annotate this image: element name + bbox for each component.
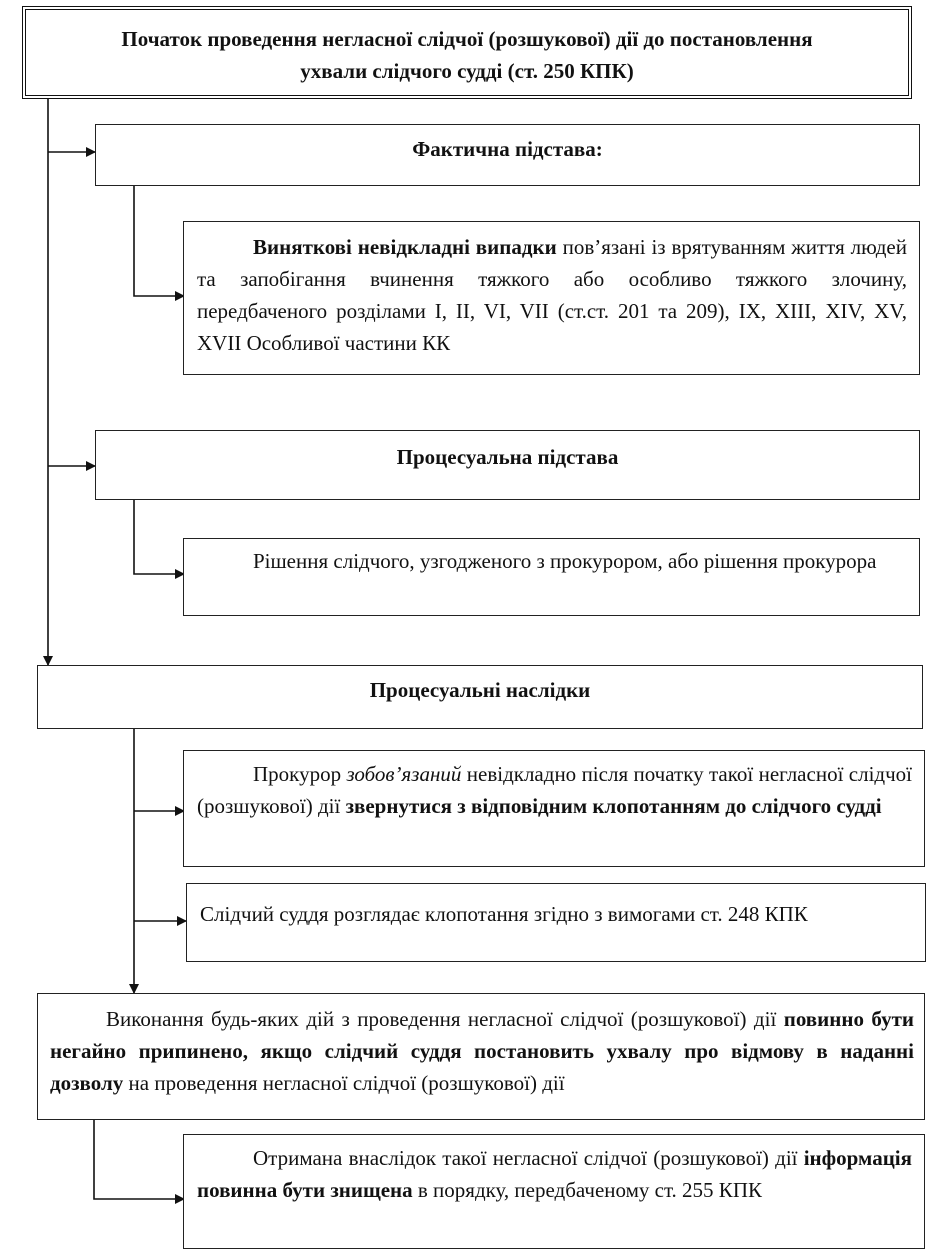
- title-line-1: Початок проведення негласної слідчої (розшукової) дії до постановлення: [121, 27, 813, 51]
- termination-bold: повинно бути негайно припинено, якщо слідчий суддя постановить ухвалу про відмову в наданні дозволу: [50, 1007, 914, 1095]
- procedural-detail-text: Рішення слідчого, узгодженого з прокурором, або рішення прокурора: [253, 549, 877, 573]
- consequence-1-text-a: Прокурор: [253, 762, 347, 786]
- consequence-1-italic: зобов’язаний: [346, 762, 462, 786]
- title-box: [22, 6, 912, 99]
- destruction-bold: інформація повинна бути знищена: [197, 1146, 912, 1202]
- consequences-heading: Процесуальні наслідки: [369, 678, 591, 702]
- arrow-to-factual-detail: [134, 186, 184, 296]
- termination-text-a: Виконання будь-яких дій з проведення негласної слідчої (розшукової) дії: [106, 1007, 784, 1031]
- consequences-box: [37, 665, 923, 729]
- factual-basis-box: [95, 124, 920, 186]
- destruction-text-a: Отримана внаслідок такої негласної слідчої (розшукової) дії: [253, 1146, 804, 1170]
- factual-detail-bold: Виняткові невідкладні випадки: [253, 235, 557, 259]
- factual-detail-text: пов’язані із врятуванням життя людей та запобігання вчинення тяжкого або особливо тяжкого злочину, передбаченого розділами I, II, VI, VII (ст.ст. 201 та 209), IX, XIII, XIV, XV, XVII Особливої частини КК: [197, 235, 907, 355]
- consequence-1-bold: звернутися з відповідним клопотанням до слідчого судді: [345, 794, 882, 818]
- destruction-box: [183, 1134, 925, 1249]
- consequence-1-text-b: невідкладно після початку такої негласної слідчої (розшукової) дії: [197, 762, 913, 818]
- procedural-basis-box: [95, 430, 920, 500]
- procedural-basis-detail-box: [183, 538, 920, 616]
- consequence-2-text: Слідчий суддя розглядає клопотання згідно з вимогами ст. 248 КПК: [200, 902, 808, 926]
- factual-basis-detail-box: [183, 221, 920, 375]
- consequence-item-2: [186, 883, 926, 962]
- termination-text-b: на проведення негласної слідчої (розшукової) дії: [123, 1071, 565, 1095]
- procedural-basis-heading: Процесуальна підстава: [396, 445, 619, 469]
- destruction-text-b: в порядку, передбаченому ст. 255 КПК: [412, 1178, 762, 1202]
- arrow-to-procedural-detail: [134, 499, 184, 574]
- consequence-item-1: [183, 750, 925, 867]
- title-line-2: ухвали слідчого судді (ст. 250 КПК): [300, 59, 634, 83]
- termination-box: [37, 993, 925, 1120]
- arrow-to-destruction: [94, 1120, 184, 1199]
- factual-basis-heading: Фактична підстава:: [412, 137, 603, 161]
